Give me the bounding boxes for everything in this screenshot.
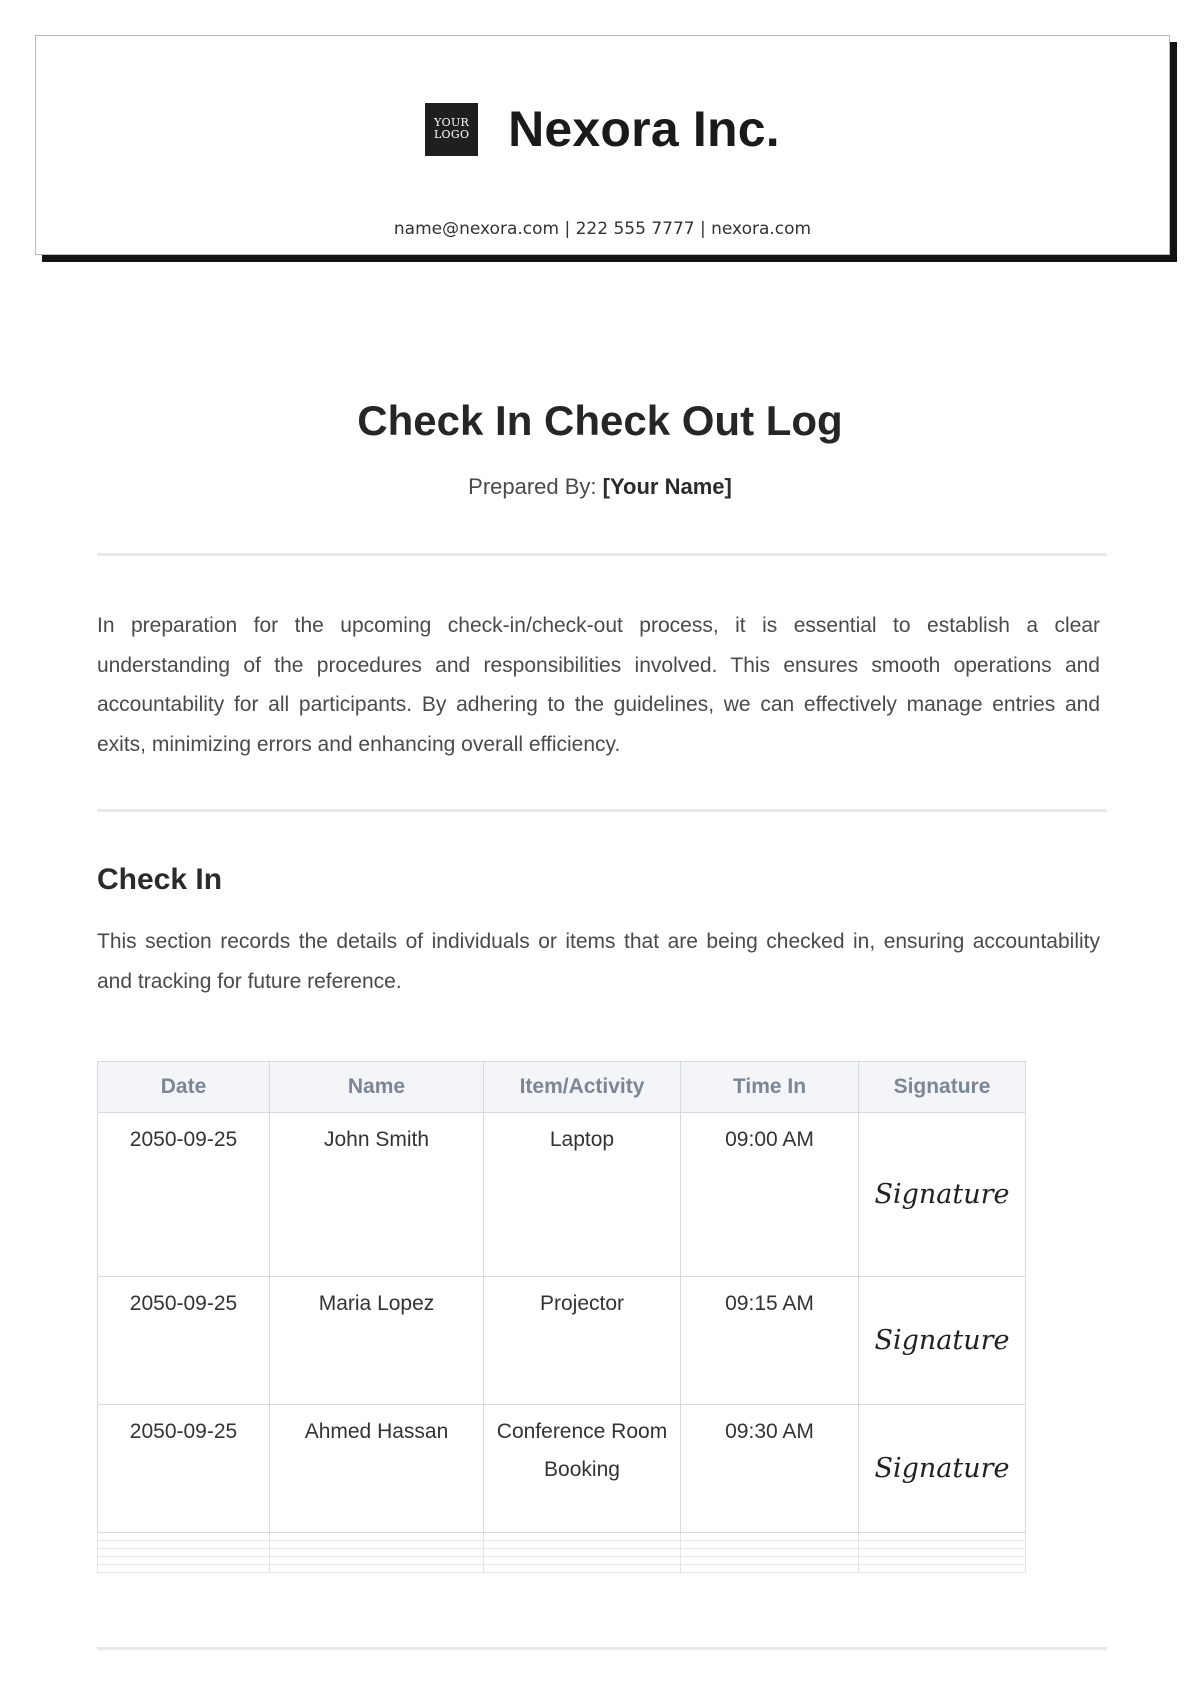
signature-image <box>874 1321 1010 1361</box>
column-header-signature: Signature <box>859 1062 1026 1113</box>
page-title: Check In Check Out Log <box>357 397 843 444</box>
divider <box>97 1647 1107 1650</box>
column-header-name: Name <box>270 1062 484 1113</box>
column-header-item: Item/Activity <box>484 1062 681 1113</box>
cell-item: Projector <box>484 1277 681 1405</box>
cell-time-in: 09:00 AM <box>681 1113 859 1277</box>
logo-text-line2: LOGO <box>433 128 470 141</box>
table-row-empty <box>98 1565 1026 1573</box>
cell-signature <box>859 1277 1026 1405</box>
signature-text: Signature <box>874 1178 1010 1210</box>
prepared-by-label: Prepared By: <box>468 474 597 499</box>
table-row <box>98 1113 1026 1277</box>
company-logo <box>425 103 478 156</box>
cell-time-in: 09:15 AM <box>681 1277 859 1405</box>
check-in-description: This section records the details of individuals or items that are being checked in, ensuring accountability and tracking for future reference. <box>97 930 1100 993</box>
cell-name: John Smith <box>270 1113 484 1277</box>
cell-item: Conference Room Booking <box>484 1405 681 1533</box>
table-row <box>98 1277 1026 1405</box>
divider <box>97 809 1107 812</box>
cell-name: Maria Lopez <box>270 1277 484 1405</box>
table-row-empty <box>98 1541 1026 1549</box>
cell-signature <box>859 1405 1026 1533</box>
prepared-by <box>0 474 1200 500</box>
section-heading-check-in: Check In <box>97 863 223 896</box>
cell-date: 2050-09-25 <box>98 1277 270 1405</box>
cell-date: 2050-09-25 <box>98 1405 270 1533</box>
table-row <box>98 1405 1026 1533</box>
cell-name: Ahmed Hassan <box>270 1405 484 1533</box>
table-row-empty <box>98 1549 1026 1557</box>
table-row-empty <box>98 1533 1026 1541</box>
logo-text-line1: YOUR <box>434 116 470 129</box>
divider <box>97 553 1107 556</box>
company-header <box>35 35 1170 255</box>
cell-date: 2050-09-25 <box>98 1113 270 1277</box>
contact-info: name@nexora.com | 222 555 7777 | nexora.com <box>393 219 812 239</box>
check-in-table <box>97 1061 1026 1573</box>
prepared-by-name: [Your Name] <box>602 474 732 499</box>
intro-paragraph: In preparation for the upcoming check-in/check-out process, it is essential to establish a clear understanding of the procedures and responsibilities involved. This ensures smooth operations and accountability for all participants. By adhering to the guidelines, we can effectively manage entries and exits, minimizing errors and enhancing overall efficiency. <box>97 614 1100 756</box>
signature-image <box>874 1175 1010 1215</box>
column-header-time-in: Time In <box>681 1062 859 1113</box>
column-header-date: Date <box>98 1062 270 1113</box>
cell-item: Laptop <box>484 1113 681 1277</box>
signature-text: Signature <box>874 1324 1010 1356</box>
cell-signature <box>859 1113 1026 1277</box>
brand-row <box>36 99 1169 159</box>
cell-time-in: 09:30 AM <box>681 1405 859 1533</box>
signature-text: Signature <box>874 1452 1010 1484</box>
table-row-empty <box>98 1557 1026 1565</box>
company-name: Nexora Inc. <box>508 101 780 157</box>
signature-image <box>874 1449 1010 1489</box>
table-header-row <box>98 1062 1026 1113</box>
